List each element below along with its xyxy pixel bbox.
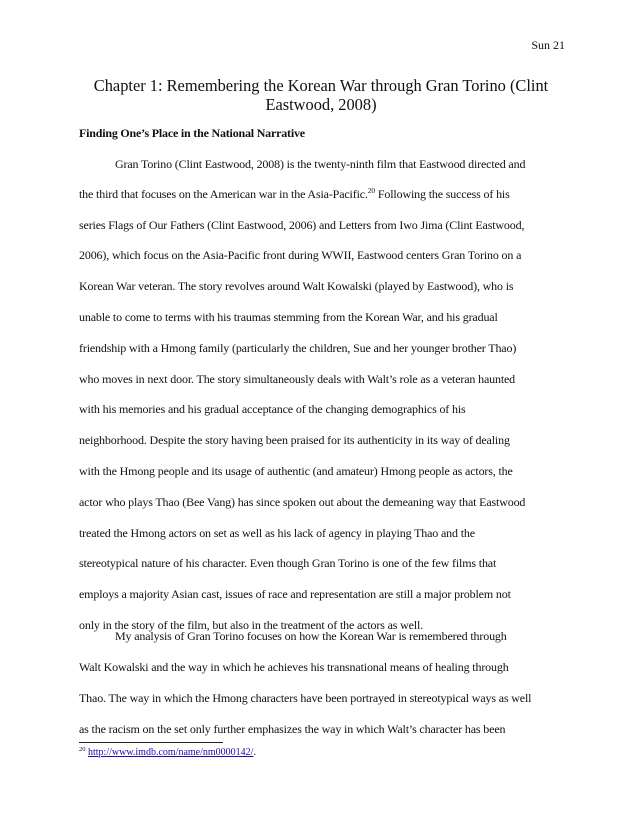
section-heading: Finding One’s Place in the National Narrative xyxy=(79,126,305,140)
body-line: unable to come to terms with his traumas stemming from the Korean War, and his gradual xyxy=(79,310,498,324)
body-line: 2006), which focus on the Asia-Pacific front during WWII, Eastwood centers Gran Torino on a xyxy=(79,248,522,262)
footnote-separator xyxy=(79,742,223,743)
body-line: Gran Torino (Clint Eastwood, 2008) is the twenty-ninth film that Eastwood directed and xyxy=(115,157,526,171)
body-line: actor who plays Thao (Bee Vang) has since spoken out about the demeaning way that Eastwood xyxy=(79,495,526,509)
body-line: neighborhood. Despite the story having been praised for its authenticity in its way of dealing xyxy=(79,433,510,447)
footnote xyxy=(79,747,256,759)
body-line: who moves in next door. The story simultaneously deals with Walt’s role as a veteran haunted xyxy=(79,372,516,386)
body-line-with-footnote-ref xyxy=(79,187,561,201)
footnote-number: 20 xyxy=(79,746,86,753)
body-line: only in the story of the film, but also in the treatment of the actors as well. xyxy=(79,618,424,632)
body-line: with his memories and his gradual acceptance of the changing demographics of his xyxy=(79,402,466,416)
body-line: Thao. The way in which the Hmong characters have been portrayed in stereotypical ways as well xyxy=(79,691,532,705)
footnote-link[interactable]: http://www.imdb.com/name/nm0000142/ xyxy=(88,747,254,758)
body-text: Following the success of his xyxy=(375,187,510,201)
body-line: Walt Kowalski and the way in which he achieves his transnational means of healing through xyxy=(79,660,509,674)
body-line: as the racism on the set only further emphasizes the way in which Walt’s character has been xyxy=(79,722,506,736)
body-text: the third that focuses on the American war in the Asia-Pacific. xyxy=(79,187,368,201)
chapter-title: Chapter 1: Remembering the Korean War through Gran Torino (Clint Eastwood, 2008) xyxy=(93,76,549,114)
body-line: with the Hmong people and its usage of authentic (and amateur) Hmong people as actors, the xyxy=(79,464,513,478)
body-line: series Flags of Our Fathers (Clint Eastwood, 2006) and Letters from Iwo Jima (Clint Eastwood, xyxy=(79,218,525,232)
running-head: Sun 21 xyxy=(531,38,565,52)
body-line: employs a majority Asian cast, issues of race and representation are still a major problem not xyxy=(79,587,511,601)
body-line: Korean War veteran. The story revolves around Walt Kowalski (played by Eastwood), who is xyxy=(79,279,514,293)
body-line: friendship with a Hmong family (particularly the children, Sue and her younger brother Thao) xyxy=(79,341,517,355)
footnote-reference[interactable]: 20 xyxy=(367,186,375,195)
body-line: My analysis of Gran Torino focuses on how the Korean War is remembered through xyxy=(115,629,507,643)
footnote-trailing: . xyxy=(253,747,256,758)
body-line: treated the Hmong actors on set as well as his lack of agency in playing Thao and the xyxy=(79,526,475,540)
body-line: stereotypical nature of his character. Even though Gran Torino is one of the few films that xyxy=(79,556,497,570)
